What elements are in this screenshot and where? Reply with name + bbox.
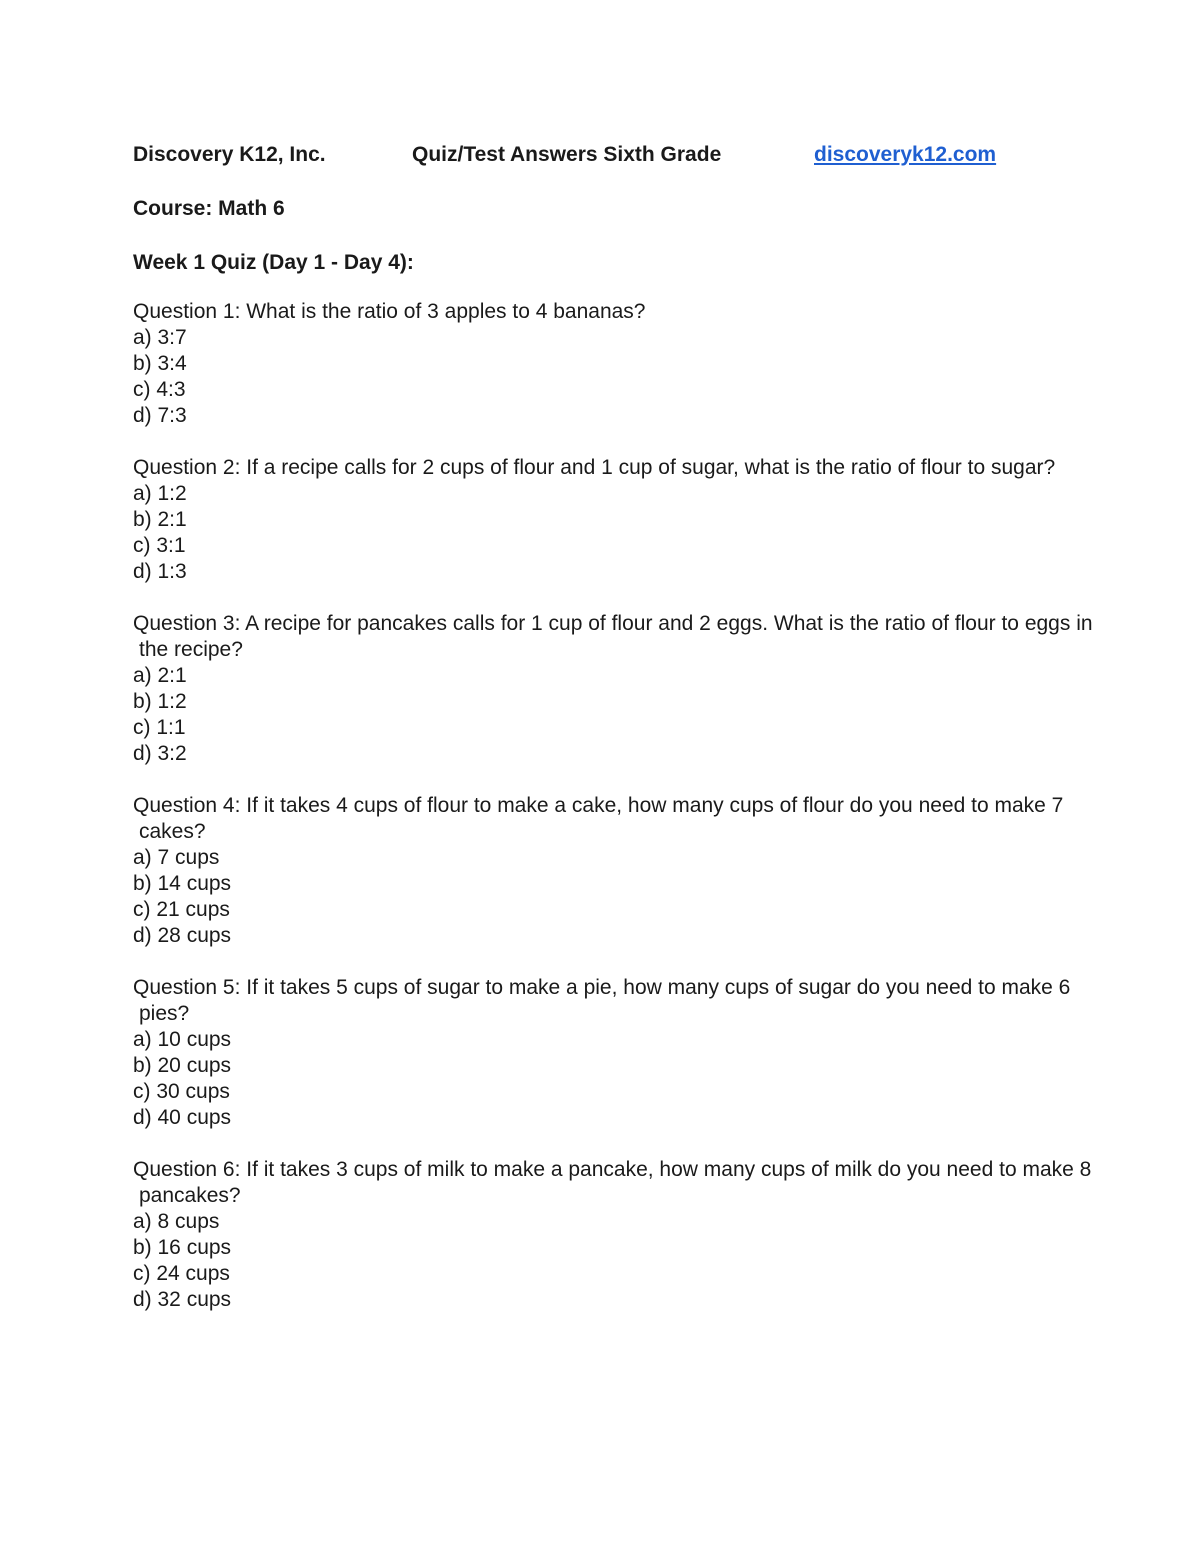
company-name: Discovery K12, Inc. xyxy=(133,143,326,166)
answer-option-a: a) 1:2 xyxy=(133,482,187,505)
answer-option-d: d) 28 cups xyxy=(133,924,232,947)
answer-option-b: b) 16 cups xyxy=(133,1236,232,1259)
answer-option-a: a) 7 cups xyxy=(133,846,220,869)
question-6 xyxy=(133,1157,1093,1313)
answer-option-a: a) 10 cups xyxy=(133,1028,232,1051)
answer-option-b: b) 14 cups xyxy=(133,872,232,895)
answer-option-b: b) 3:4 xyxy=(133,352,187,375)
question-4 xyxy=(133,793,1093,949)
answer-option-d: d) 1:3 xyxy=(133,560,187,583)
answer-option-a: a) 8 cups xyxy=(133,1210,220,1233)
question-text: Question 3: A recipe for pancakes calls for 1 cup of flour and 2 eggs. What is the ratio of flour to eggs in the recipe? xyxy=(133,612,1093,661)
answer-option-c: c) 4:3 xyxy=(133,378,186,401)
course-label: Course: Math 6 xyxy=(133,197,285,220)
question-3 xyxy=(133,611,1093,767)
document-header xyxy=(133,138,1093,172)
answer-option-c: c) 21 cups xyxy=(133,898,230,921)
question-1 xyxy=(133,299,1093,429)
answer-option-d: d) 3:2 xyxy=(133,742,187,765)
question-text: Question 1: What is the ratio of 3 apples to 4 bananas? xyxy=(133,300,646,323)
answer-option-c: c) 3:1 xyxy=(133,534,186,557)
document-page xyxy=(133,138,1093,1339)
question-5 xyxy=(133,975,1093,1131)
document-title: Quiz/Test Answers Sixth Grade xyxy=(412,143,722,166)
answer-option-b: b) 2:1 xyxy=(133,508,187,531)
quiz-heading: Week 1 Quiz (Day 1 - Day 4): xyxy=(133,251,414,274)
answer-option-b: b) 1:2 xyxy=(133,690,187,713)
question-text: Question 2: If a recipe calls for 2 cups of flour and 1 cup of sugar, what is the ratio of flour to sugar? xyxy=(133,456,1056,479)
answer-option-d: d) 32 cups xyxy=(133,1288,232,1311)
question-list xyxy=(133,299,1093,1313)
answer-option-d: d) 40 cups xyxy=(133,1106,232,1129)
question-text: Question 4: If it takes 4 cups of flour to make a cake, how many cups of flour do you need to make 7 cakes? xyxy=(133,794,1064,843)
answer-option-c: c) 24 cups xyxy=(133,1262,230,1285)
question-2 xyxy=(133,455,1093,585)
answer-option-c: c) 1:1 xyxy=(133,716,186,739)
answer-option-c: c) 30 cups xyxy=(133,1080,230,1103)
answer-option-a: a) 2:1 xyxy=(133,664,187,687)
answer-option-b: b) 20 cups xyxy=(133,1054,232,1077)
answer-option-a: a) 3:7 xyxy=(133,326,187,349)
question-text: Question 5: If it takes 5 cups of sugar to make a pie, how many cups of sugar do you need to make 6 pies? xyxy=(133,976,1071,1025)
question-text: Question 6: If it takes 3 cups of milk to make a pancake, how many cups of milk do you need to make 8 pancakes? xyxy=(133,1158,1092,1207)
website-link[interactable]: discoveryk12.com xyxy=(814,143,997,166)
answer-option-d: d) 7:3 xyxy=(133,404,187,427)
